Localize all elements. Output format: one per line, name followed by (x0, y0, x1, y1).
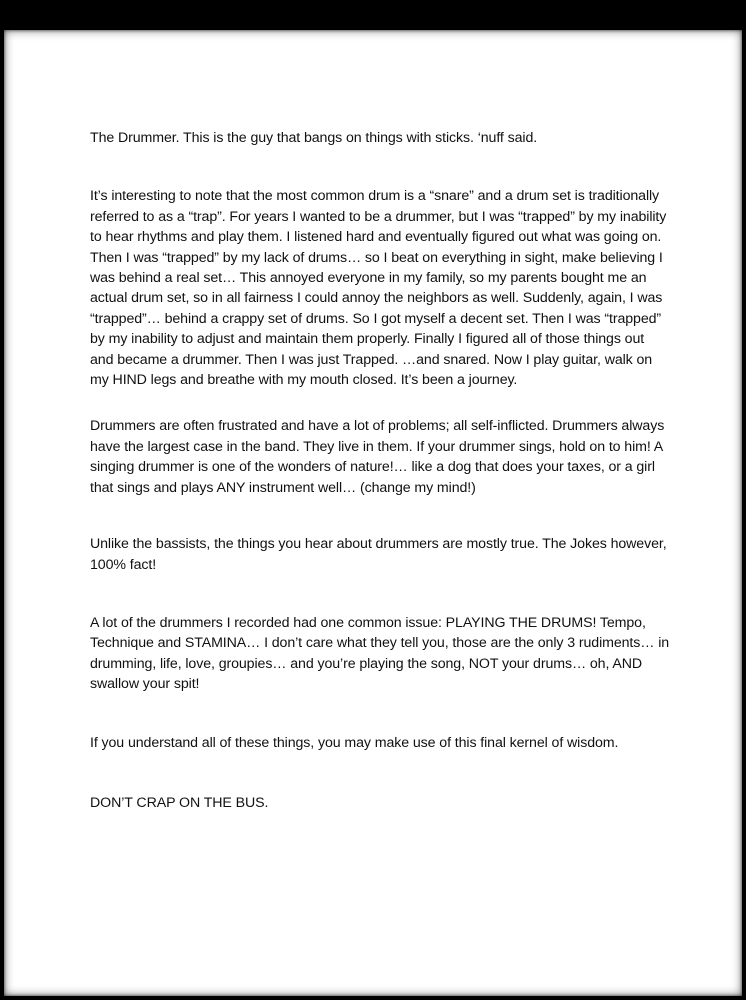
paragraph-final-wisdom-intro: If you understand all of these things, you may make use of this final kernel of wisdom. (90, 734, 619, 751)
paragraph-intro: The Drummer. This is the guy that bangs on things with sticks. ‘nuff said. (90, 130, 538, 146)
document-body (90, 128, 670, 813)
paragraph-final-wisdom: DON’T CRAP ON THE BUS. (90, 794, 269, 811)
paragraph-jokes: Unlike the bassists, the things you hear about drummers are mostly true. The Jokes however, 100% fact! (90, 536, 667, 573)
paragraph-drummer-problems: Drummers are often frustrated and have a lot of problems; all self-inflicted. Drummers always have the largest case in the band. They live in them. If your drummer sings, hold on to him! A singing drummer is one of the wonders of nature!… like a dog that does your taxes, or a girl that sings and plays ANY instrument well… (change my mind!) (90, 418, 665, 496)
paragraph-common-issue: A lot of the drummers I recorded had one common issue: PLAYING THE DRUMS! Tempo, Technique and STAMINA… I don’t care what they tell you, those are the only 3 rudiments… in drumming, life, love, groupies… and you’re playing the song, NOT your drums… oh, AND swallow your spit! (90, 614, 670, 693)
paragraph-trapped-story: It’s interesting to note that the most common drum is a “snare” and a drum set is traditionally referred to as a “trap”. For years I wanted to be a drummer, but I was “trapped” by my inability to hear rhythms and play them. I listened hard and eventually figured out what was going on. Then I was “trapped” by my lack of drums… so I beat on everything in sight, make believing I was behind a real set… This annoyed everyone in my family, so my parents bought me an actual drum set, so in all fairness I could annoy the neighbors as well. Suddenly, again, I was “trapped”… behind a crappy set of drums. So I got myself a decent set. Then I was “trapped” by my inability to adjust and maintain them properly. Finally I figured all of those things out and became a drummer. Then I was just Trapped. …and snared. Now I play guitar, walk on my HIND legs and breathe with my mouth closed. It’s been a journey. (90, 188, 667, 389)
document-page (4, 30, 742, 996)
